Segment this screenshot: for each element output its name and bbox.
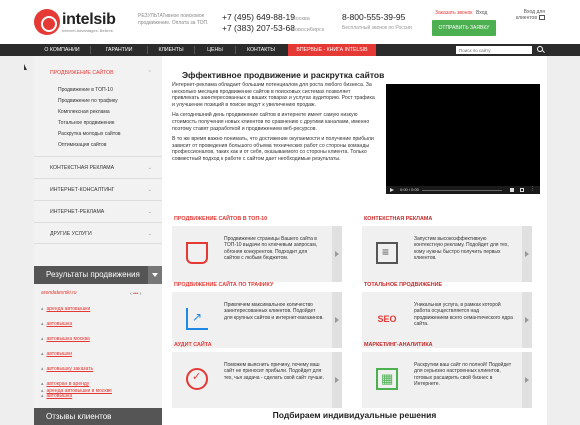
- section-title: Подбираем индивидуальные решения: [272, 410, 437, 420]
- results-pager[interactable]: ‹ ••• ›: [130, 291, 142, 297]
- arrow-right-icon[interactable]: [522, 292, 532, 348]
- arrow-up-icon: ▲: [40, 366, 45, 371]
- sidebar-item-label: ИНТЕРНЕТ-КОНСАЛТИНГ: [50, 187, 115, 193]
- arrow-right-icon[interactable]: [332, 292, 342, 348]
- logo-mark-icon: [34, 9, 60, 35]
- pager-dots: •••: [133, 291, 139, 297]
- chevron-down-icon: ⌄: [147, 209, 152, 215]
- arrow-right-icon[interactable]: [332, 226, 342, 282]
- service-title-context[interactable]: КОНТЕКСТНАЯ РЕКЛАМА: [364, 216, 433, 222]
- video-player[interactable]: [386, 84, 540, 194]
- nav-book[interactable]: ВПЕРВЫЕ - КНИГА INTELSIB: [288, 44, 376, 56]
- sidebar-item-consulting[interactable]: [34, 178, 162, 200]
- more-icon[interactable]: ⋮: [530, 186, 535, 192]
- service-title-audit[interactable]: АУДИТ САЙТА: [174, 342, 212, 348]
- intro-text: [172, 82, 377, 167]
- phone-moscow[interactable]: +7 (495) 649-88-19: [222, 12, 296, 22]
- result-query: аренда автовышки в москве: [46, 388, 112, 394]
- service-card-top10[interactable]: [172, 226, 342, 282]
- result-row[interactable]: [40, 351, 180, 357]
- free-phone[interactable]: 8-800-555-39-95: [342, 12, 406, 22]
- service-text: Уникальная услуга, в рамках которой работа осуществляется над продвижением всего семантического ядра сайта.: [414, 302, 513, 328]
- client-login-label: Вход для клиентов: [515, 9, 545, 21]
- chart-icon: [186, 308, 208, 330]
- result-query: автовышка: [46, 321, 73, 327]
- nav-about[interactable]: О КОМПАНИИ: [44, 47, 80, 53]
- audit-icon: [186, 368, 208, 390]
- sidebar-item-context[interactable]: [34, 156, 162, 178]
- free-phone-note: Бесплатный звонок по России: [342, 25, 412, 31]
- logo-subtitle: Internet Advantages. Believe.: [62, 28, 115, 33]
- nav-prices[interactable]: ЦЕНЫ: [207, 47, 223, 53]
- sub-item-optimization[interactable]: Оптимизация сайтов: [58, 142, 107, 148]
- service-card-context[interactable]: [362, 226, 532, 282]
- chevron-down-icon: ⌄: [147, 165, 152, 171]
- sub-item-total[interactable]: Тотальное продвижение: [58, 120, 115, 126]
- sidebar-item-promotion[interactable]: [34, 66, 162, 80]
- service-text: Привлечем максимальное количество заинтересованных клиентов. Подойдет для крупных сайтов и интернет-магазинов.: [224, 302, 324, 321]
- phone-novosibirsk[interactable]: +7 (383) 207-53-68: [222, 23, 296, 33]
- main-nav: [0, 44, 580, 56]
- phones: [222, 12, 295, 34]
- service-title-traffic[interactable]: ПРОДВИЖЕНИЕ САЙТА ПО ТРАФИКУ: [174, 282, 274, 288]
- trophy-icon: [186, 242, 208, 264]
- service-card-traffic[interactable]: [172, 292, 342, 348]
- billboard-icon: [376, 242, 398, 264]
- logo[interactable]: [34, 9, 124, 37]
- sidebar-item-label: ИНТЕРНЕТ-РЕКЛАМА: [50, 209, 105, 215]
- result-row[interactable]: [40, 366, 180, 372]
- result-query: автовышка: [46, 393, 73, 399]
- sub-item-young[interactable]: Раскрутка молодых сайтов: [58, 131, 121, 137]
- chevron-down-icon: ⌄: [147, 231, 152, 237]
- chevron-up-icon: ⌃: [147, 70, 152, 76]
- analytics-icon: [376, 368, 398, 390]
- seo-icon: SEO: [377, 314, 397, 324]
- cart-icon: [539, 15, 545, 20]
- fullscreen-icon[interactable]: [520, 188, 524, 192]
- service-text: Раскрутим ваш сайт по полной! Подойдет для серьезно настроенных клиентов, готовых расширить свой бизнес в Интернете.: [414, 362, 512, 388]
- logo-text: intelsib: [62, 11, 116, 28]
- result-query: автовышку заказать: [46, 366, 94, 372]
- arrow-up-icon: ▲: [40, 321, 45, 326]
- video-time: 0:00 / 0:00: [400, 187, 419, 192]
- callback-link[interactable]: Заказать звонок: [435, 10, 473, 16]
- mouse-cursor-icon: [24, 64, 27, 70]
- cities: [291, 14, 324, 36]
- header: [0, 0, 580, 44]
- play-icon[interactable]: [390, 188, 394, 192]
- sidebar-item-ads[interactable]: [34, 200, 162, 222]
- city-moscow: Москва: [291, 16, 310, 22]
- chevron-down-icon: ⌄: [147, 187, 152, 193]
- result-query: автовышки: [46, 351, 73, 357]
- search-input[interactable]: [456, 46, 532, 54]
- arrow-up-icon: ▲: [40, 393, 45, 398]
- sidebar-item-label: КОНТЕКСТНАЯ РЕКЛАМА: [50, 165, 115, 171]
- sign-in-link[interactable]: Вход: [476, 10, 488, 16]
- video-controls: [386, 186, 540, 194]
- service-text: Продвижение страницы Вашего сайта в ТОП-10 выдачи по ключевым запросам, обгоняя конкурентов. Подходит для сайтов с любым бюджетом.: [224, 236, 318, 262]
- sidebar-item-label: ДРУГИЕ УСЛУГИ: [50, 231, 92, 237]
- intro-paragraph: В то же время важно понимать, что достижение окупаемости и получение прибыли зависит от проведения большого объема технических работ со стороны команды профессионалов, таких как и от себя, оказываемого со стороны клиента. Только совместный подход к работе с сайтом дает необходимые результаты.: [172, 136, 374, 162]
- arrow-up-icon: ▲: [40, 306, 45, 311]
- page-title: Эффективное продвижение и раскрутка сайтов: [182, 70, 385, 80]
- video-progress[interactable]: [422, 190, 502, 191]
- results-site[interactable]: arendatexniki.ru: [41, 290, 77, 296]
- arrow-up-icon: ▲: [40, 336, 45, 341]
- client-login-link[interactable]: [515, 9, 545, 21]
- sub-item-traffic[interactable]: Продвижение по трафику: [58, 98, 118, 104]
- service-card-total[interactable]: [362, 292, 532, 348]
- arrow-up-icon: ▲: [40, 388, 45, 393]
- volume-icon[interactable]: [510, 188, 514, 192]
- city-novosibirsk: Новосибирск: [291, 27, 325, 33]
- results-title: Результаты продвижения: [46, 270, 140, 279]
- arrow-right-icon[interactable]: [332, 352, 342, 408]
- result-row[interactable]: [40, 381, 180, 387]
- service-title-top10[interactable]: ПРОДВИЖЕНИЕ САЙТОВ В ТОП-10: [174, 216, 268, 222]
- service-text: Запустим высокоэффективную контекстную рекламу. Подойдет для тех, кому нужны быстро получить первых клиентов.: [414, 236, 509, 262]
- intro-paragraph: На сегодняшний день продвижение сайтов в интернете имеет самую низкую стоимость получения новых клиентов по сравнению с другими каналами, именно поэтому ставят разработкой и продвижением веб-ресурсов.: [172, 112, 370, 132]
- sidebar-item-other[interactable]: [34, 222, 162, 244]
- sub-item-complex[interactable]: Комплексная реклама: [58, 109, 110, 115]
- result-query: автовышка москва: [46, 336, 90, 342]
- service-card-analytics[interactable]: [362, 352, 532, 408]
- result-row[interactable]: [40, 336, 180, 342]
- result-query: аренда автовышки: [46, 306, 91, 312]
- search-icon[interactable]: [537, 46, 543, 52]
- arrow-up-icon: ▲: [40, 351, 45, 356]
- sub-item-top10[interactable]: Продвижение в ТОП-10: [58, 87, 113, 93]
- result-row[interactable]: [40, 388, 180, 394]
- service-text: Поможем выяснить причину, почему ваш сайт не приносит прибыли. Подойдет для тех, чья задача - сделать свой сайт лучше.: [224, 362, 324, 381]
- service-title-total[interactable]: ТОТАЛЬНОЕ ПРОДВИЖЕНИЕ: [364, 282, 443, 288]
- tagline: РЕЗУЛЬТАТивное поисковое продвижение. Оплата за ТОП.: [138, 13, 209, 26]
- intro-paragraph: Интернет-реклама обладает большим потенциалом для роста любого бизнеса. За несколько месяцев продвижение сайтов в поисковых системах позволяет привлекать заинтересованных в ваших товарах и услугах аудиторию. Рост трафика и улучшение позиций в поиске ведут к увеличению продаж.: [172, 82, 375, 108]
- reviews-header[interactable]: Отзывы клиентов: [34, 408, 162, 425]
- result-row[interactable]: [40, 321, 180, 327]
- order-button[interactable]: ОТПРАВИТЬ ЗАЯВКУ: [432, 20, 496, 36]
- arrow-right-icon[interactable]: [522, 226, 532, 282]
- results-header[interactable]: [34, 266, 162, 284]
- main-content: [162, 56, 547, 425]
- arrow-up-icon: ▲: [40, 381, 45, 386]
- service-title-analytics[interactable]: МАРКЕТИНГ-АНАЛИТИКА: [364, 342, 433, 348]
- result-row[interactable]: [40, 306, 180, 312]
- nav-guarantees[interactable]: ГАРАНТИИ: [105, 47, 133, 53]
- sidebar-item-label: ПРОДВИЖЕНИЕ САЙТОВ: [50, 70, 114, 76]
- dropdown-arrow-icon[interactable]: [148, 266, 162, 284]
- result-query: автокран в аренду: [46, 381, 90, 387]
- arrow-right-icon[interactable]: [522, 352, 532, 408]
- nav-clients[interactable]: КЛИЕНТЫ: [158, 47, 184, 53]
- nav-contacts[interactable]: КОНТАКТЫ: [247, 47, 275, 53]
- service-card-audit[interactable]: [172, 352, 342, 408]
